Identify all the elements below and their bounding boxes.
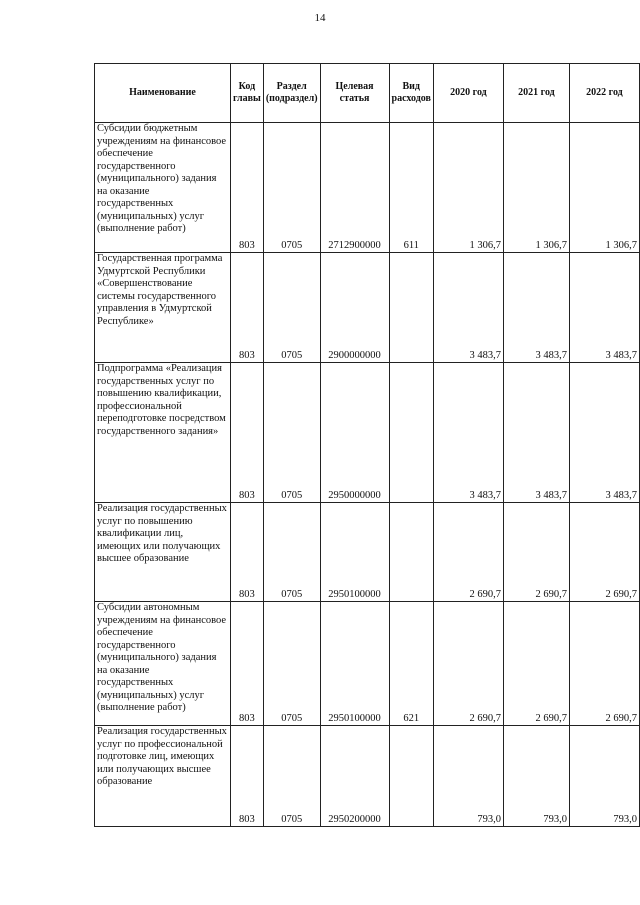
row-amount-2021: 793,0 <box>503 726 569 827</box>
row-target: 2950100000 <box>320 602 389 726</box>
row-amount-2020: 3 483,7 <box>433 363 503 503</box>
header-year-2020: 2020 год <box>433 64 503 123</box>
table-row <box>95 363 640 503</box>
table-row <box>95 123 640 253</box>
row-amount-2020: 793,0 <box>433 726 503 827</box>
row-expense-type: 611 <box>389 123 433 253</box>
page-number: 14 <box>314 12 326 24</box>
row-expense-type: 621 <box>389 602 433 726</box>
row-amount-2022: 3 483,7 <box>569 253 639 363</box>
row-code: 803 <box>231 726 264 827</box>
row-name: Государственная программа Удмуртской Республики «Совершенствование системы государственного управления в Удмуртской Республике» <box>95 253 231 363</box>
row-amount-2022: 793,0 <box>569 726 639 827</box>
header-target: Целевая статья <box>320 64 389 123</box>
row-expense-type <box>389 363 433 503</box>
table-row <box>95 726 640 827</box>
row-amount-2021: 2 690,7 <box>503 602 569 726</box>
table-row <box>95 503 640 602</box>
row-amount-2022: 1 306,7 <box>569 123 639 253</box>
row-amount-2020: 3 483,7 <box>433 253 503 363</box>
row-code: 803 <box>231 363 264 503</box>
row-name: Реализация государственных услуг по профессиональной подготовке лиц, имеющих или получающих высшее образование <box>95 726 231 827</box>
row-target: 2900000000 <box>320 253 389 363</box>
row-code: 803 <box>231 253 264 363</box>
row-target: 2950000000 <box>320 363 389 503</box>
row-expense-type <box>389 503 433 602</box>
row-amount-2021: 3 483,7 <box>503 363 569 503</box>
row-amount-2022: 2 690,7 <box>569 503 639 602</box>
header-section: Раздел (подраздел) <box>263 64 320 123</box>
header-name: Наименование <box>95 64 231 123</box>
header-code: Код главы <box>231 64 264 123</box>
row-amount-2021: 3 483,7 <box>503 253 569 363</box>
row-expense-type <box>389 253 433 363</box>
header-year-2021: 2021 год <box>503 64 569 123</box>
row-amount-2022: 3 483,7 <box>569 363 639 503</box>
row-name: Реализация государственных услуг по повышению квалификации лиц, имеющих или получающих высшее образование <box>95 503 231 602</box>
row-code: 803 <box>231 503 264 602</box>
row-expense-type <box>389 726 433 827</box>
row-section: 0705 <box>263 123 320 253</box>
row-amount-2021: 2 690,7 <box>503 503 569 602</box>
header-year-2022: 2022 год <box>569 64 639 123</box>
budget-table <box>94 63 640 827</box>
row-amount-2020: 2 690,7 <box>433 503 503 602</box>
row-name: Подпрограмма «Реализация государственных услуг по повышению квалификации, профессиональной переподготовке посредством государственного задания» <box>95 363 231 503</box>
row-amount-2021: 1 306,7 <box>503 123 569 253</box>
row-section: 0705 <box>263 503 320 602</box>
row-name: Субсидии автономным учреждениям на финансовое обеспечение государственного (муниципального) задания на оказание государственных (муниципальных) услуг (выполнение работ) <box>95 602 231 726</box>
row-name: Субсидии бюджетным учреждениям на финансовое обеспечение государственного (муниципального) задания на оказание государственных (муниципальных) услуг (выполнение работ) <box>95 123 231 253</box>
row-section: 0705 <box>263 602 320 726</box>
row-amount-2022: 2 690,7 <box>569 602 639 726</box>
row-target: 2950100000 <box>320 503 389 602</box>
row-section: 0705 <box>263 726 320 827</box>
row-target: 2712900000 <box>320 123 389 253</box>
row-target: 2950200000 <box>320 726 389 827</box>
row-section: 0705 <box>263 363 320 503</box>
table-row <box>95 602 640 726</box>
table-header <box>95 64 640 123</box>
header-expense-type: Вид расходов <box>389 64 433 123</box>
table-row <box>95 253 640 363</box>
row-amount-2020: 1 306,7 <box>433 123 503 253</box>
row-amount-2020: 2 690,7 <box>433 602 503 726</box>
row-code: 803 <box>231 123 264 253</box>
row-section: 0705 <box>263 253 320 363</box>
row-code: 803 <box>231 602 264 726</box>
